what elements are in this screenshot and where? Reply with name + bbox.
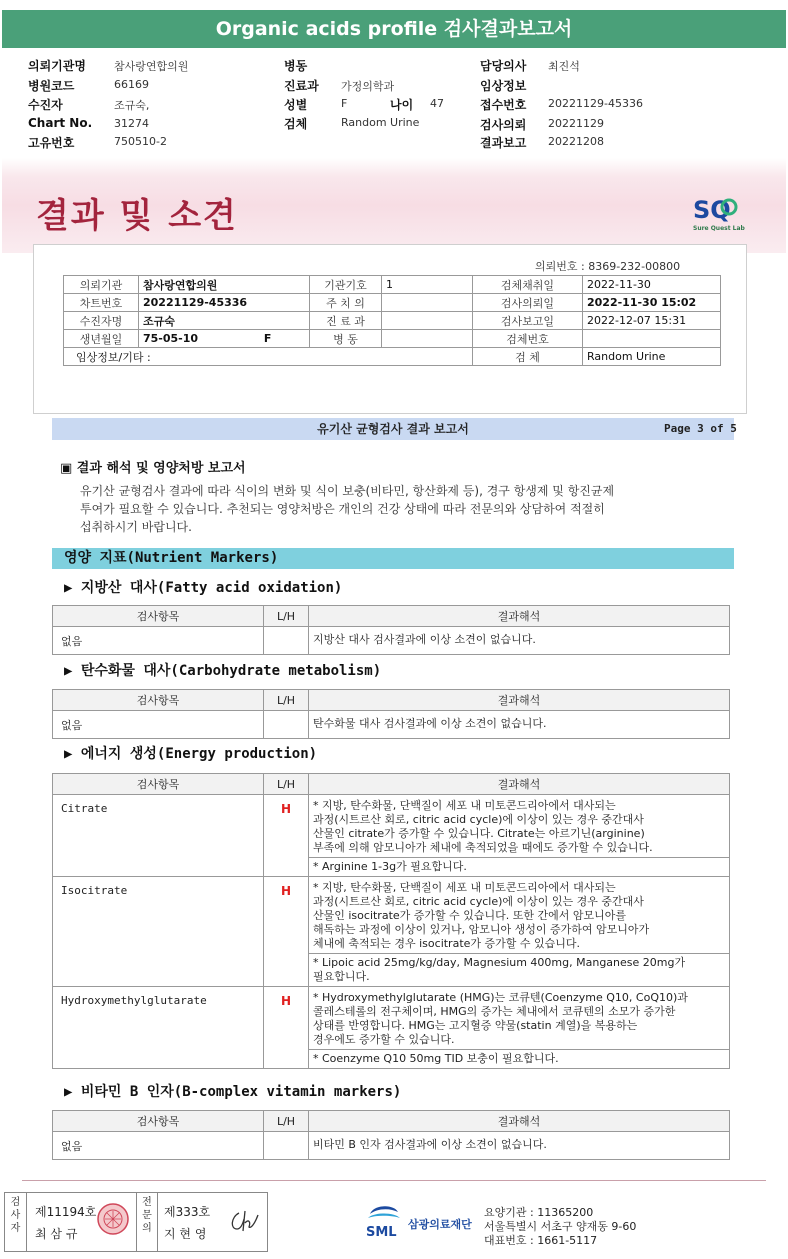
report-banner: Organic acids profile 검사결과보고서 [2,10,786,48]
carb-heading: ▶ 탄수화물 대사(Carbohydrate metabolism) [64,663,382,679]
examiner-no: 제11194호 [35,1205,97,1219]
hospital-value: 참사랑연합의원 [114,60,189,73]
rec-isocitrate [309,954,730,987]
info-cell: 기관기호 [310,276,382,294]
interp-cell: 비타민 B 인자 검사결과에 이상 소견이 없습니다. [309,1132,730,1160]
intro-line: 섭취하시기 바랍니다. [80,520,192,534]
interp-line: 산물인 citrate가 증가할 수 있습니다. Citrate는 아르기닌(arginine) [313,827,645,840]
interp-cell: 탄수화물 대사 검사결과에 이상 소견이 없습니다. [309,711,730,739]
clinical-info-label: 임상정보 [480,79,527,93]
info-row [64,348,721,366]
info-cell: Random Urine [583,348,721,366]
info-cell: 생년월일 [64,330,139,348]
info-cell: 검 체 [473,348,583,366]
table-header-row [53,606,730,627]
specialist-label [136,1193,158,1251]
lh-cell [264,627,309,655]
table-header-row [53,774,730,795]
interp-line: 과정(시트르산 회로, citric acid cycle)에 이상이 있는 경우 중간대사 [313,895,644,908]
section-heading: ▣ 결과 해석 및 영양처방 보고서 [60,461,246,476]
sq-mark: SQ [693,196,731,224]
interp-line: 과정(시트르산 회로, citric acid cycle)에 이상이 있는 경우 중간대사 [313,813,644,826]
info-cell: 검사보고일 [473,312,583,330]
table-row [53,711,730,739]
col-lh: L/H [264,774,309,795]
item-cell: 없음 [53,1132,264,1160]
rec-line: * Arginine 1-3g가 필요합니다. [313,860,467,873]
info-row [64,312,721,330]
info-cell: 의뢰기관 [64,276,139,294]
info-cell: 검사의뢰일 [473,294,583,312]
table-row [53,627,730,655]
specimen-label: 검체 [284,117,308,131]
dept-value: 가정의학과 [341,80,395,93]
request-no-value: 8369-232-00800 [588,260,681,273]
chart-no-label: Chart No. [28,116,93,130]
sml-text: SML [366,1225,397,1240]
rec-citrate [309,858,730,877]
info-row [64,330,721,348]
seal-icon [95,1201,131,1237]
birthdate-value: 75-05-10 [143,332,199,345]
examiner-label [5,1193,27,1251]
info-cell [382,294,473,312]
age-value: 47 [430,97,444,110]
item-citrate: Citrate [53,795,264,877]
chart-no-value: 31274 [114,117,149,130]
request-no-label: 의뢰번호 [535,260,578,273]
sex-label: 성별 [284,98,308,112]
info-cell: 20221129-45336 [139,294,310,312]
sq-logo [690,192,746,236]
hospital-code-label: 병원코드 [28,79,75,93]
info-cell: 2022-11-30 15:02 [583,294,721,312]
interp-line: 부족에 의해 암모니아가 체내에 축적되었을 때에도 증가할 수 있습니다. [313,841,653,854]
specialist-no: 제333호 [164,1205,211,1219]
rec-line: 필요합니다. [313,970,370,983]
flag-citrate: H [264,795,309,877]
accession-value: 20221129-45336 [548,97,643,110]
doctor-value: 최진석 [548,60,580,73]
interp-isocitrate [309,877,730,954]
interp-citrate [309,795,730,858]
accession-label: 접수번호 [480,98,527,112]
col-item: 검사항목 [53,1111,264,1132]
col-interp: 결과해석 [309,1111,730,1132]
col-lh: L/H [264,1111,309,1132]
dept-label: 진료과 [284,79,319,93]
info-cell [382,312,473,330]
interp-line: * 지방, 탄수화물, 단백질이 세포 내 미토콘드리아에서 대사되는 [313,881,616,894]
table-row [53,877,730,954]
intro-line: 유기산 균형검사 결과에 따라 식이의 변화 및 식이 보충(비타민, 항산화제 등), 경구 항생제 및 항진균제 [80,484,615,498]
info-cell: 검체채취일 [473,276,583,294]
info-cell [139,330,310,348]
interp-line: 경우에도 증가할 수 있습니다. [313,1033,455,1046]
signature-box [4,1192,268,1252]
rec-hmg [309,1050,730,1069]
interp-line: 체내에 축적되는 경우 isocitrate가 증가할 수 있습니다. [313,937,581,950]
request-no: 의뢰번호 : 8369-232-00800 [535,260,681,273]
patient-value: 조규숙, [114,99,150,112]
info-cell: 2022-11-30 [583,276,721,294]
report-date-value: 20221208 [548,135,604,148]
info-cell: 진 료 과 [310,312,382,330]
interp-line: * 지방, 탄수화물, 단백질이 세포 내 미토콘드리아에서 대사되는 [313,799,616,812]
sq-text: Sure Quest Lab [693,225,745,232]
patient-label: 수진자 [28,98,63,112]
item-cell: 없음 [53,627,264,655]
info-cell: 수진자명 [64,312,139,330]
care-institution: 요양기관 : 11365200 [484,1206,594,1219]
lh-cell [264,1132,309,1160]
carb-table [52,689,730,739]
col-lh: L/H [264,606,309,627]
table-row [53,987,730,1050]
sq-logo-icon [690,192,746,236]
doctor-label: 담당의사 [480,59,527,73]
info-cell: 병 동 [310,330,382,348]
info-cell: 참사랑연합의원 [139,276,310,294]
info-cell [583,330,721,348]
address: 서울특별시 서초구 양재동 9-60 [484,1220,637,1233]
item-cell: 없음 [53,711,264,739]
col-lh: L/H [264,690,309,711]
report-date-label: 결과보고 [480,136,527,150]
flag-isocitrate: H [264,877,309,987]
interp-line: 콜레스테롤의 전구체이며, HMG의 증가는 체내에서 코큐텐의 소모가 증가한 [313,1005,676,1018]
col-item: 검사항목 [53,606,264,627]
request-date-value: 20221129 [548,117,604,130]
rec-line: * Lipoic acid 25mg/kg/day, Magnesium 400mg, Manganese 20mg가 [313,956,686,969]
info-table [63,275,721,366]
report-bar-title: 유기산 균형검사 결과 보고서 [317,422,469,436]
info-cell: 1 [382,276,473,294]
info-cell [382,330,473,348]
interp-cell: 지방산 대사 검사결과에 이상 소견이 없습니다. [309,627,730,655]
clinical-info-cell: 임상정보/기타 : [64,348,473,366]
phone: 대표번호 : 1661-5117 [484,1234,598,1247]
rec-line: * Coenzyme Q10 50mg TID 보충이 필요합니다. [313,1052,559,1065]
org-name: 삼광의료재단 [408,1218,472,1231]
specialist-name: 지 현 영 [164,1227,207,1241]
info-cell: 검체번호 [473,330,583,348]
fatty-acid-table [52,605,730,655]
signature-icon [227,1207,261,1237]
interp-line: 산물인 isocitrate가 증가할 수 있습니다. 또한 간에서 암모니아를 [313,909,627,922]
flag-hmg: H [264,987,309,1069]
col-interp: 결과해석 [309,690,730,711]
fatty-acid-heading: ▶ 지방산 대사(Fatty acid oxidation) [64,580,343,596]
age-label: 나이 [390,98,414,112]
col-interp: 결과해석 [309,606,730,627]
info-cell: 차트번호 [64,294,139,312]
result-title: 결과 및 소견 [36,196,238,236]
col-item: 검사항목 [53,774,264,795]
specialist-label-text: 전문의 [142,1197,152,1234]
table-row [53,795,730,858]
col-interp: 결과해석 [309,774,730,795]
info-cell: 조규숙 [139,312,310,330]
hospital-label: 의뢰기관명 [28,59,86,73]
ward-label: 병동 [284,59,308,73]
sex-value: F [341,97,348,110]
interp-line: 상태를 반영합니다. HMG는 고지혈증 약물(statin 계열)을 복용하는 [313,1019,638,1032]
lh-cell [264,711,309,739]
examiner-label-text: 검사자 [10,1197,21,1234]
unique-no-value: 750510-2 [114,135,167,148]
sex-flag: F [263,332,272,345]
interp-line: * Hydroxymethylglutarate (HMG)는 코큐텐(Coenzyme Q10, CoQ10)과 [313,991,688,1004]
interp-line: 해독하는 과정에 이상이 있거나, 암모니아 생성이 증가하여 암모니아가 [313,923,650,936]
hospital-code-value: 66169 [114,78,149,91]
request-date-label: 검사의뢰 [480,118,527,132]
vitb-table [52,1110,730,1160]
energy-heading: ▶ 에너지 생성(Energy production) [64,746,318,762]
specimen-value: Random Urine [341,116,420,129]
sml-logo-icon [366,1200,402,1240]
table-header-row [53,1111,730,1132]
vitb-heading: ▶ 비타민 B 인자(B-complex vitamin markers) [64,1084,402,1100]
info-cell: 2022-12-07 15:31 [583,312,721,330]
table-header-row [53,690,730,711]
examiner-name: 최 삼 규 [35,1227,78,1241]
item-hmg: Hydroxymethylglutarate [53,987,264,1069]
item-isocitrate: Isocitrate [53,877,264,987]
intro-line: 투여가 필요할 수 있습니다. 추천되는 영양처방은 개인의 건강 상태에 따라 전문의와 상담하여 적절히 [80,502,605,516]
energy-table [52,773,730,1069]
col-item: 검사항목 [53,690,264,711]
interp-hmg [309,987,730,1050]
page-indicator: Page 3 of 5 [664,422,737,435]
nutrient-title: 영양 지표(Nutrient Markers) [64,550,279,566]
divider [22,1180,766,1181]
info-row [64,294,721,312]
info-row [64,276,721,294]
info-cell: 주 치 의 [310,294,382,312]
unique-no-label: 고유번호 [28,136,75,150]
table-row [53,1132,730,1160]
